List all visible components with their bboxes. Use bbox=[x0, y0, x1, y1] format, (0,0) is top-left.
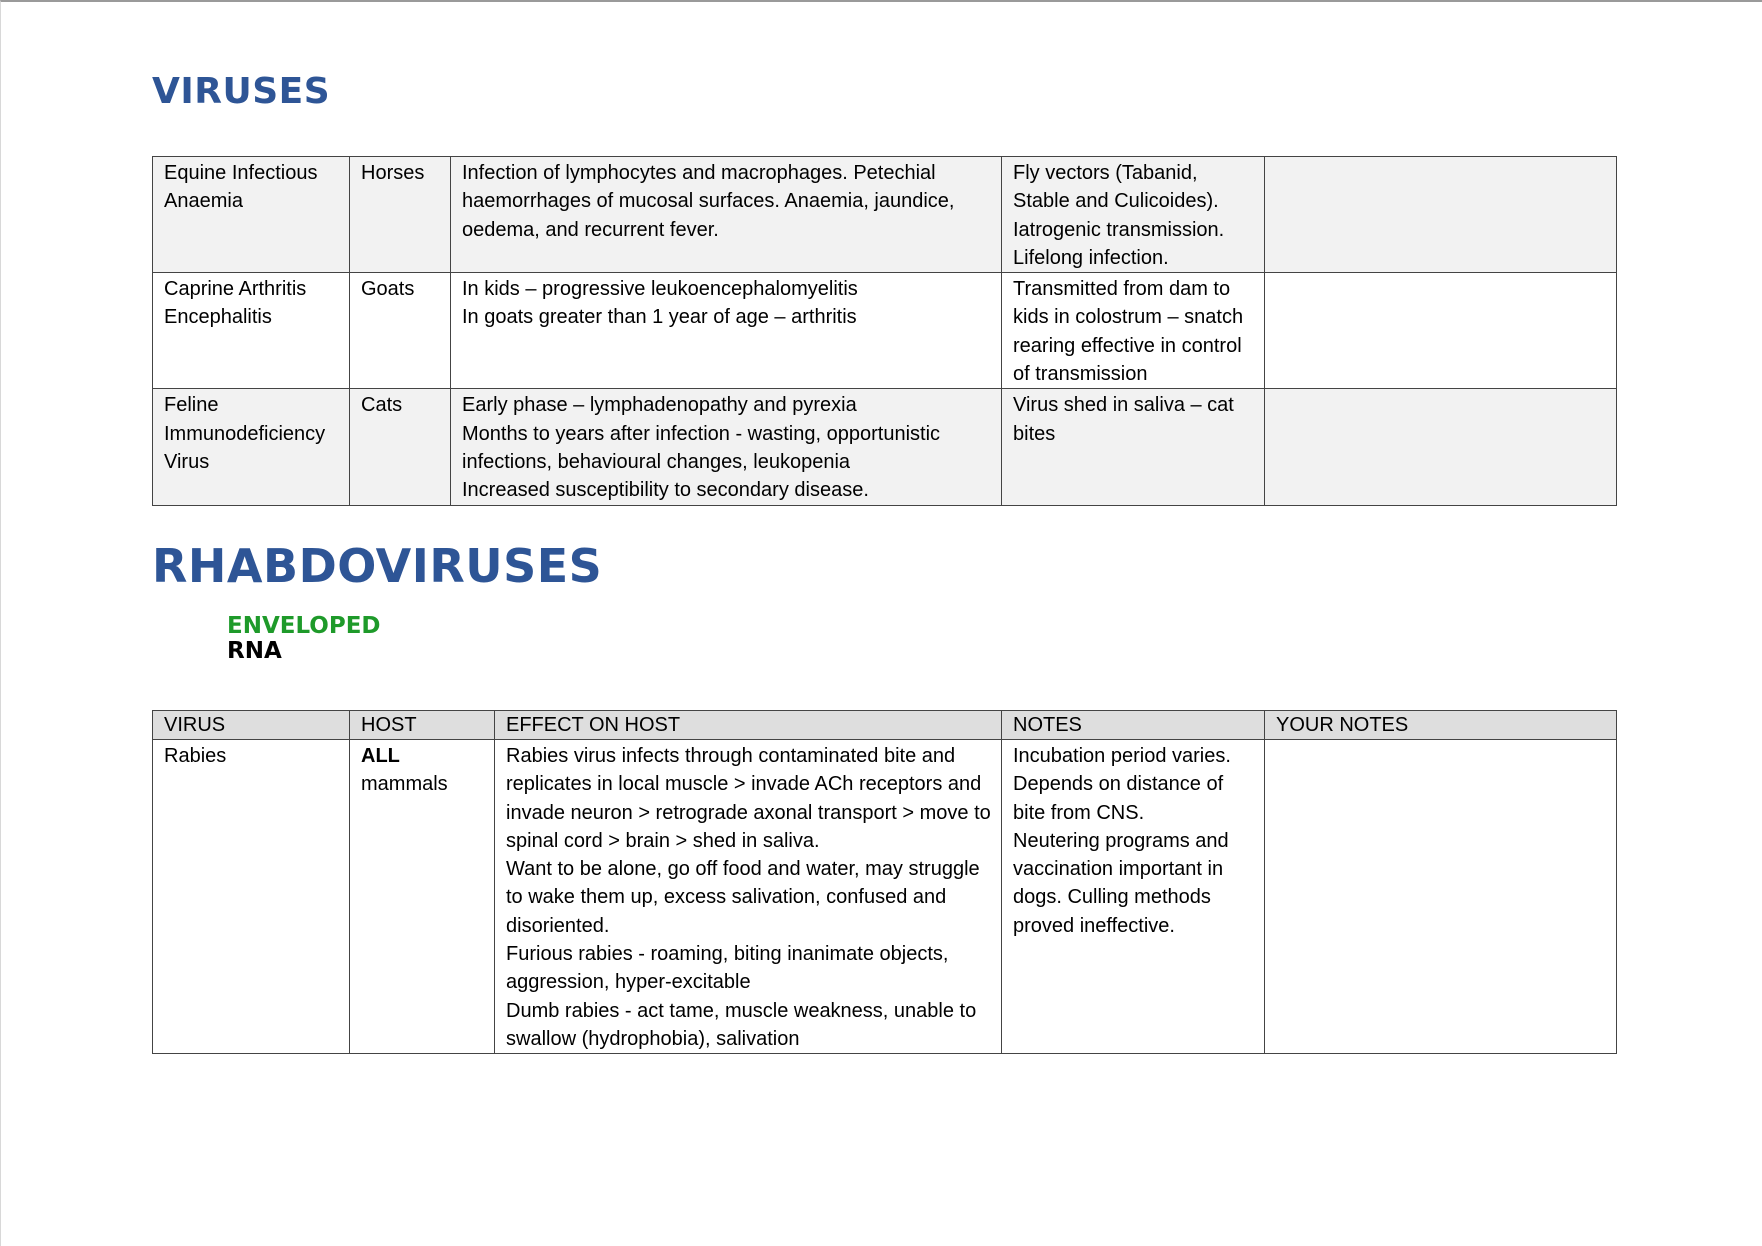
virus-cell: Equine Infectious Anaemia bbox=[153, 157, 350, 273]
effect-line: In kids – progressive leukoencephalomyelitis bbox=[462, 278, 858, 301]
effect-line: Months to years after infection - wasting, opportunistic infections, behavioural changes, leukopenia bbox=[462, 422, 941, 473]
effect-cell bbox=[451, 389, 1002, 505]
column-header-your-notes: YOUR NOTES bbox=[1265, 711, 1617, 740]
effect-line: Furious rabies - roaming, biting inanimate objects, aggression, hyper-excitable bbox=[506, 943, 949, 994]
host-text: mammals bbox=[361, 773, 448, 796]
table-row bbox=[153, 157, 1617, 273]
column-header-virus: VIRUS bbox=[153, 711, 350, 740]
your-notes-cell[interactable] bbox=[1265, 273, 1617, 389]
column-header-effect: EFFECT ON HOST bbox=[495, 711, 1002, 740]
section-heading-viruses: VIRUSES bbox=[152, 71, 331, 112]
notes-line: Incubation period varies. Depends on distance of bite from CNS. bbox=[1013, 745, 1231, 824]
virus-cell: Feline Immunodeficiency Virus bbox=[153, 389, 350, 505]
notes-cell bbox=[1002, 740, 1265, 1054]
effect-line: In goats greater than 1 year of age – arthritis bbox=[462, 306, 857, 329]
column-header-notes: NOTES bbox=[1002, 711, 1265, 740]
column-header-host: HOST bbox=[350, 711, 495, 740]
effect-cell bbox=[495, 740, 1002, 1054]
notes-cell: Fly vectors (Tabanid, Stable and Culicoides). Iatrogenic transmission. Lifelong infection. bbox=[1002, 157, 1265, 273]
effect-line: Dumb rabies - act tame, muscle weakness, unable to swallow (hydrophobia), salivation bbox=[506, 999, 977, 1050]
effect-cell: Infection of lymphocytes and macrophages. Petechial haemorrhages of mucosal surfaces. Anaemia, jaundice, oedema, and recurrent fever. bbox=[451, 157, 1002, 273]
effect-line: Early phase – lymphadenopathy and pyrexia bbox=[462, 394, 857, 417]
rhabdoviruses-table bbox=[152, 710, 1617, 1054]
table-row bbox=[153, 273, 1617, 389]
enveloped-tag: ENVELOPED bbox=[227, 613, 381, 639]
effect-line: Increased susceptibility to secondary disease. bbox=[462, 479, 869, 502]
host-cell: Goats bbox=[350, 273, 451, 389]
notes-cell: Virus shed in saliva – cat bites bbox=[1002, 389, 1265, 505]
section-heading-rhabdoviruses: RHABDOVIRUSES bbox=[152, 539, 603, 593]
notes-line: Neutering programs and vaccination important in dogs. Culling methods proved ineffective. bbox=[1013, 829, 1229, 937]
host-emphasis: ALL bbox=[361, 745, 400, 767]
your-notes-cell[interactable] bbox=[1265, 389, 1617, 505]
table-row bbox=[153, 740, 1617, 1054]
notes-cell: Transmitted from dam to kids in colostrum – snatch rearing effective in control of transmission bbox=[1002, 273, 1265, 389]
effect-cell bbox=[451, 273, 1002, 389]
your-notes-cell[interactable] bbox=[1265, 157, 1617, 273]
host-cell: Horses bbox=[350, 157, 451, 273]
table-header-row bbox=[153, 711, 1617, 740]
virus-cell: Caprine Arthritis Encephalitis bbox=[153, 273, 350, 389]
viruses-table bbox=[152, 156, 1617, 506]
rna-tag: RNA bbox=[227, 638, 282, 664]
effect-line: Rabies virus infects through contaminated bite and replicates in local muscle > invade ACh receptors and invade neuron > retrograde axonal transport > move to spinal cord > brain > shed in saliva. bbox=[506, 745, 991, 852]
host-cell bbox=[350, 740, 495, 1054]
host-cell: Cats bbox=[350, 389, 451, 505]
effect-line: Want to be alone, go off food and water, may struggle to wake them up, excess salivation, confused and disoriented. bbox=[506, 858, 980, 937]
table-row bbox=[153, 389, 1617, 505]
virus-cell: Rabies bbox=[153, 740, 350, 1054]
your-notes-cell[interactable] bbox=[1265, 740, 1617, 1054]
